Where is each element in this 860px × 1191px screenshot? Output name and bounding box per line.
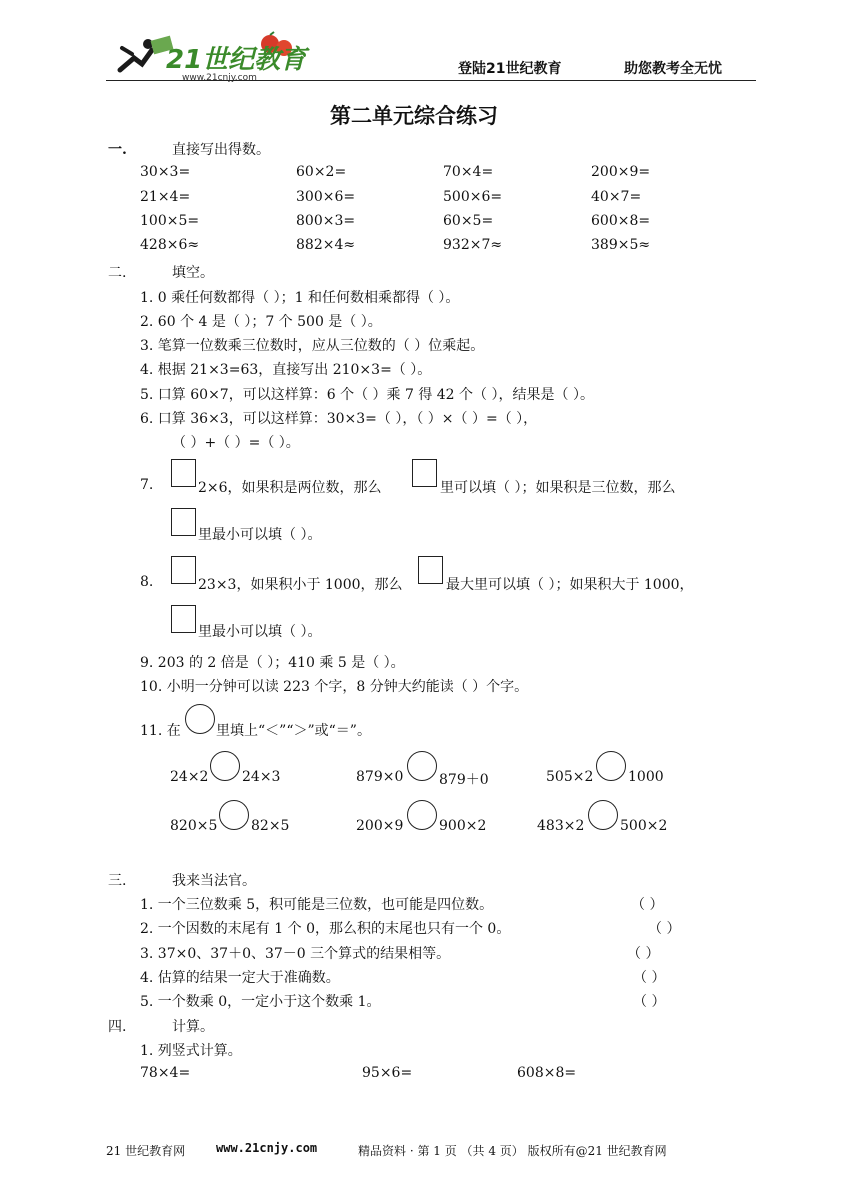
fill-question-5: 5. 口算 60×7，可以这样算：6 个（ ）乘 7 得 42 个（ ），结果是（ ）。 [140, 387, 594, 403]
blank-circle [407, 751, 437, 781]
oral-calc-item: 932×7≈ [443, 237, 503, 253]
oral-calc-item: 882×4≈ [296, 237, 356, 253]
header-divider [106, 80, 756, 81]
fill-question-7-text-c: 里最小可以填（ ）。 [198, 527, 322, 543]
compare-right: 82×5 [251, 818, 290, 834]
blank-square [171, 459, 196, 487]
compare-right: 1000 [628, 769, 664, 785]
oral-calc-item: 200×9= [591, 164, 651, 180]
blank-square [171, 556, 196, 584]
fill-question-6-line2: （ ）+（ ）=（ ）。 [172, 435, 300, 451]
fill-question-2: 2. 60 个 4 是（ ）；7 个 500 是（ ）。 [140, 314, 382, 330]
blank-square [171, 605, 196, 633]
compare-right: 24×3 [242, 769, 281, 785]
fill-question-8-text-c: 里最小可以填（ ）。 [198, 624, 322, 640]
fill-question-7-text-b: 里可以填（ ）；如果积是三位数，那么 [440, 480, 676, 496]
page-title: 第二单元综合练习 [330, 104, 498, 128]
section-4-heading: 计算。 [172, 1019, 214, 1035]
fill-question-1: 1. 0 乘任何数都得（ ）；1 和任何数相乘都得（ ）。 [140, 290, 460, 306]
blank-circle [588, 800, 618, 830]
vertical-calc-item: 78×4= [140, 1065, 191, 1081]
fill-question-8-text-b: 最大里可以填（ ）；如果积大于 1000， [446, 577, 694, 593]
logo-text: 21世纪教育 [166, 45, 307, 75]
oral-calc-item: 389×5≈ [591, 237, 651, 253]
compare-right: 879＋0 [439, 772, 489, 788]
judge-paren: （ ） [648, 921, 681, 937]
logo-url: www.21cnjy.com [182, 73, 257, 82]
blank-circle [219, 800, 249, 830]
compare-left: 483×2 [537, 818, 585, 834]
fill-question-8-number: 8. [140, 574, 154, 590]
fill-question-3: 3. 笔算一位数乘三位数时，应从三位数的（ ）位乘起。 [140, 338, 485, 354]
header-slogan-right: 助您教考全无忧 [624, 61, 722, 77]
compare-left: 505×2 [546, 769, 594, 785]
oral-calc-item: 70×4= [443, 164, 494, 180]
fill-question-7-number: 7. [140, 477, 154, 493]
footer-url[interactable] [216, 1141, 317, 1155]
section-2-number: 二. [108, 265, 127, 281]
compare-right: 900×2 [439, 818, 487, 834]
section-1-number: 一. [108, 142, 127, 158]
judge-paren: （ ） [633, 994, 666, 1010]
footer-site-name: 21 世纪教育网 [106, 1144, 186, 1158]
blank-circle [596, 751, 626, 781]
oral-calc-item: 300×6= [296, 189, 356, 205]
judge-item: 1. 一个三位数乘 5，积可能是三位数，也可能是四位数。 [140, 897, 494, 913]
compare-right: 500×2 [620, 818, 668, 834]
blank-square [418, 556, 443, 584]
footer-page-info: 精品资料 · 第 1 页 （共 4 页） 版权所有@21 世纪教育网 [358, 1144, 667, 1158]
fill-question-7-text-a: 2×6，如果积是两位数，那么 [198, 480, 382, 496]
section-3-heading: 我来当法官。 [172, 873, 256, 889]
fill-question-11-number: 11. 在 [140, 723, 181, 739]
fill-question-10: 10. 小明一分钟可以读 223 个字，8 分钟大约能读（ ）个字。 [140, 679, 529, 695]
oral-calc-item: 60×5= [443, 213, 494, 229]
judge-item: 2. 一个因数的末尾有 1 个 0，那么积的末尾也只有一个 0。 [140, 921, 511, 937]
oral-calc-item: 428×6≈ [140, 237, 200, 253]
vertical-calc-item: 608×8= [517, 1065, 577, 1081]
judge-item: 3. 37×0、37＋0、37－0 三个算式的结果相等。 [140, 946, 451, 962]
vertical-calc-item: 95×6= [362, 1065, 413, 1081]
fill-question-8-text-a: 23×3，如果积小于 1000，那么 [198, 577, 403, 593]
judge-paren: （ ） [631, 897, 664, 913]
judge-item: 4. 估算的结果一定大于准确数。 [140, 970, 340, 986]
fill-question-11-text: 里填上“＜”“＞”或“＝”。 [216, 723, 371, 739]
footer-url-text[interactable]: www.21cnjy.com [216, 1141, 318, 1155]
oral-calc-item: 500×6= [443, 189, 503, 205]
site-logo [112, 30, 312, 82]
blank-circle [210, 751, 240, 781]
oral-calc-item: 800×3= [296, 213, 356, 229]
oral-calc-item: 100×5= [140, 213, 200, 229]
compare-left: 24×2 [170, 769, 209, 785]
section-4-number: 四. [108, 1019, 127, 1035]
oral-calc-item: 60×2= [296, 164, 347, 180]
compare-left: 820×5 [170, 818, 218, 834]
fill-question-4: 4. 根据 21×3=63，直接写出 210×3=（ ）。 [140, 362, 432, 378]
judge-paren: （ ） [627, 946, 660, 962]
blank-circle [185, 704, 215, 734]
judge-item: 5. 一个数乘 0，一定小于这个数乘 1。 [140, 994, 381, 1010]
oral-calc-item: 21×4= [140, 189, 191, 205]
fill-question-6-line1: 6. 口算 36×3，可以这样算：30×3=（ ），（ ）×（ ）=（ ）， [140, 411, 538, 427]
oral-calc-item: 40×7= [591, 189, 642, 205]
section-3-number: 三. [108, 873, 127, 889]
header-slogan-left: 登陆21世纪教育 [458, 61, 562, 77]
section-4-subheading: 1. 列竖式计算。 [140, 1043, 242, 1059]
compare-left: 200×9 [356, 818, 404, 834]
judge-paren: （ ） [633, 970, 666, 986]
section-1-heading: 直接写出得数。 [172, 142, 270, 158]
oral-calc-item: 30×3= [140, 164, 191, 180]
oral-calc-item: 600×8= [591, 213, 651, 229]
compare-left: 879×0 [356, 769, 404, 785]
blank-square [171, 508, 196, 536]
logo-graphic [112, 30, 312, 82]
blank-circle [407, 800, 437, 830]
fill-question-9: 9. 203 的 2 倍是（ ）；410 乘 5 是（ ）。 [140, 655, 405, 671]
blank-square [412, 459, 437, 487]
section-2-heading: 填空。 [172, 265, 214, 281]
